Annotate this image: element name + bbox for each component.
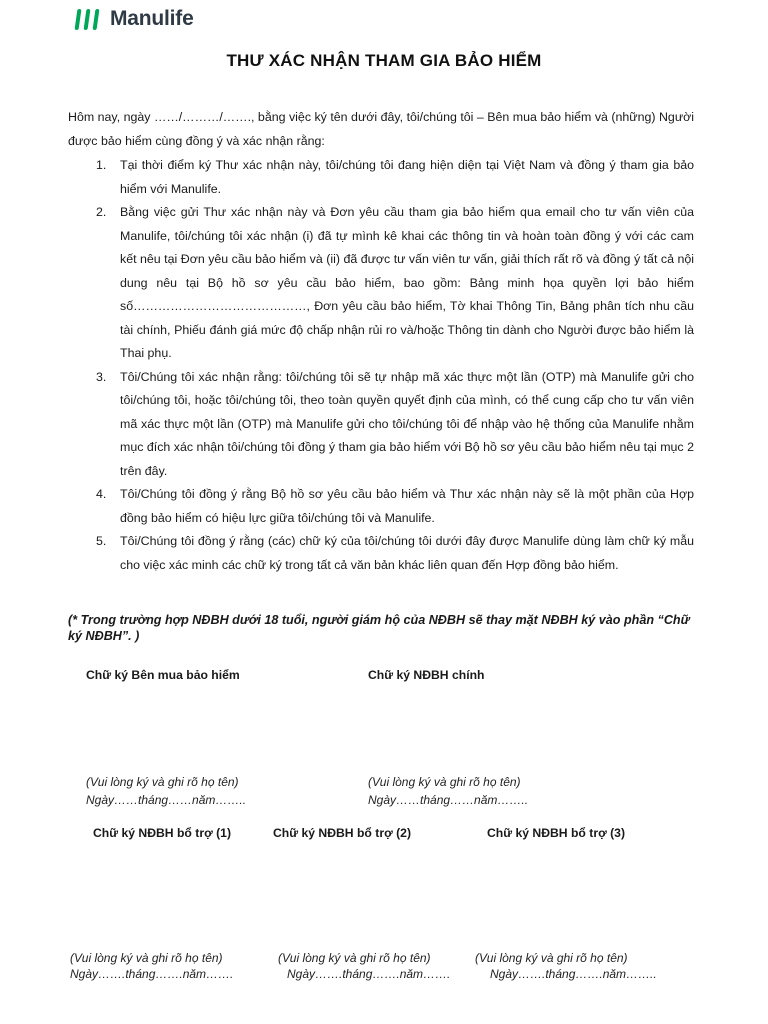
supplementary-3-signature-label: Chữ ký NĐBH bổ trợ (3): [487, 826, 626, 840]
list-item-text: Tôi/Chúng tôi đồng ý rằng (các) chữ ký của tôi/chúng tôi dưới đây được Manulife dùng làm chữ ký mẫu cho việc xác minh các chữ ký trong tất cả văn bản khác liên quan đến Hợp đồng bảo hiểm.: [120, 534, 694, 572]
list-item: [96, 201, 694, 366]
list-item-number: 4.: [96, 487, 107, 501]
manulife-logo: [76, 7, 194, 31]
guardian-note: (* Trong trường hợp NĐBH dưới 18 tuổi, người giám hộ của NĐBH sẽ thay mặt NĐBH ký vào phần “Chữ ký NĐBH”. ): [68, 613, 690, 643]
supplementary-1-signature-hint: (Vui lòng ký và ghi rõ họ tên): [70, 951, 223, 965]
confirmation-list: [96, 154, 694, 577]
document-title: THƯ XÁC NHẬN THAM GIA BẢO HIỂM: [226, 51, 542, 70]
list-item: [96, 530, 694, 577]
list-item-text: Tại thời điểm ký Thư xác nhận này, tôi/chúng tôi đang hiện diện tại Việt Nam và đồng ý tham gia bảo hiểm với Manulife.: [120, 158, 694, 196]
list-item-number: 1.: [96, 158, 107, 172]
supplementary-3-signature-date: Ngày…….tháng…….năm……..: [490, 967, 657, 981]
manulife-logo-icon: [76, 9, 98, 30]
owner-signature-hint: (Vui lòng ký và ghi rõ họ tên): [86, 775, 239, 789]
supplementary-1-signature-label: Chữ ký NĐBH bổ trợ (1): [93, 826, 232, 840]
main-insured-signature-hint: (Vui lòng ký và ghi rõ họ tên): [368, 775, 521, 789]
list-item-number: 2.: [96, 205, 107, 219]
owner-signature-date: Ngày……tháng……năm……..: [86, 793, 247, 807]
list-item-text: Bằng việc gửi Thư xác nhận này và Đơn yêu cầu tham gia bảo hiểm qua email cho tư vấn viên của Manulife, tôi/chúng tôi xác nhận (i) đã tự mình kê khai các thông tin và hoàn toàn đồng ý với các cam kết nêu tại Đơn yêu cầu bảo hiểm và (ii) đã được tư vấn viên tư vấn, giải thích rất rõ và đồng ý tất cả nội dung nêu tại Bộ hồ sơ yêu cầu bảo hiểm, bao gồm: Bảng minh họa quyền lợi bảo hiểm số……………………………………, Đơn yêu cầu bảo hiểm, Tờ khai Thông Tin, Bảng phân tích nhu cầu tài chính, Phiếu đánh giá mức độ chấp nhận rủi ro và/hoặc Thông tin dành cho Người được bảo hiểm là Thai phụ.: [120, 205, 694, 360]
brand-name: Manulife: [110, 7, 194, 30]
intro-paragraph: Hôm nay, ngày ……/………/……., bằng việc ký tên dưới đây, tôi/chúng tôi – Bên mua bảo hiểm và (những) Người được bảo hiểm cùng đồng ý và xác nhận rằng:: [68, 110, 694, 148]
list-item: [96, 154, 694, 201]
supplementary-2-signature-label: Chữ ký NĐBH bổ trợ (2): [273, 826, 412, 840]
list-item: [96, 483, 694, 530]
list-item-number: 5.: [96, 534, 107, 548]
supplementary-2-signature-date: Ngày…….tháng…….năm…….: [287, 967, 451, 981]
supplementary-1-signature-date: Ngày…….tháng…….năm…….: [70, 967, 234, 981]
list-item-number: 3.: [96, 369, 107, 384]
main-insured-signature-label: Chữ ký NĐBH chính: [368, 668, 485, 682]
list-item-text: Tôi/Chúng tôi đồng ý rằng Bộ hồ sơ yêu cầu bảo hiểm và Thư xác nhận này sẽ là một phần của Hợp đồng bảo hiểm có hiệu lực giữa tôi/chúng tôi và Manulife.: [120, 487, 694, 525]
owner-signature-label: Chữ ký Bên mua bảo hiểm: [86, 668, 240, 682]
supplementary-2-signature-hint: (Vui lòng ký và ghi rõ họ tên): [278, 951, 431, 965]
main-insured-signature-date: Ngày……tháng……năm……..: [368, 793, 529, 807]
supplementary-3-signature-hint: (Vui lòng ký và ghi rõ họ tên): [475, 951, 628, 965]
list-item-text: Tôi/Chúng tôi xác nhận rằng: tôi/chúng tôi sẽ tự nhập mã xác thực một lần (OTP) mà Manulife gửi cho tôi/chúng tôi, hoặc tôi/chúng tôi, theo toàn quyền quyết định của mình, có thể cung cấp cho tư vấn viên mã xác thực một lần (OTP) mà Manulife gửi cho tôi/chúng tôi để nhập vào hệ thống của Manulife nhằm mục đích xác nhận tôi/chúng tôi đồng ý tham gia bảo hiểm với Bộ hồ sơ yêu cầu bảo hiểm nêu tại mục 2 trên đây.: [120, 369, 694, 478]
list-item: [96, 366, 694, 484]
